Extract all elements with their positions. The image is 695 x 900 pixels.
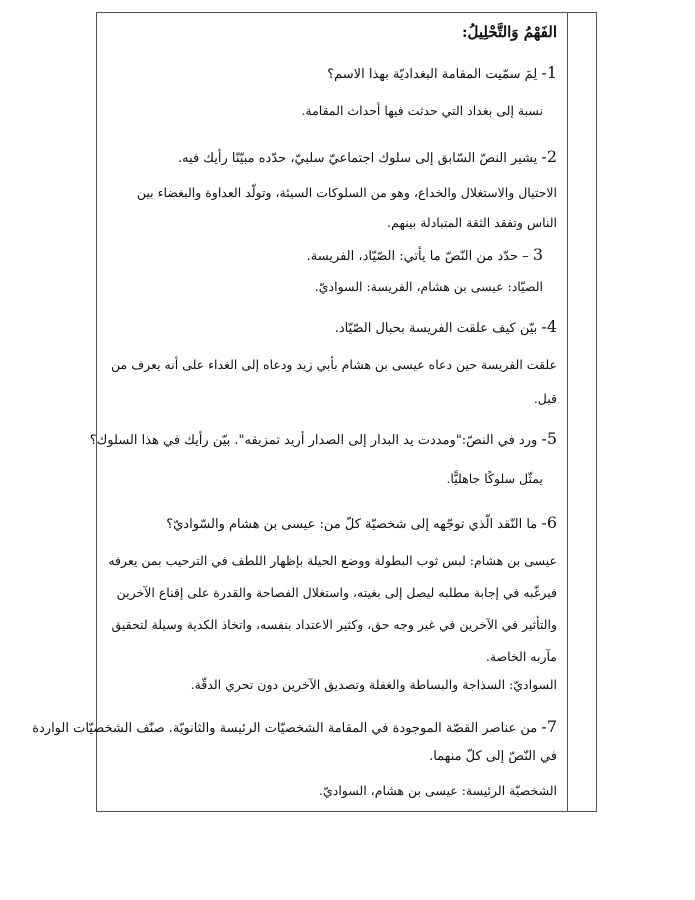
question-7-line-2: في النّصّ إلى كلّ منهما. [429,749,557,764]
answer-2-line-2: الناس وتفقد الثقة المتبادلة بينهم. [387,215,557,230]
question-number: 2- [541,147,557,166]
answer-3-line-1: الصيّاد: عيسى بن هشام، الفريسة: السواديّ. [314,279,543,294]
question-4 [335,317,557,336]
question-text: ما النّقد الّذي توجّهه إلى شخصيّة كلّ من: عيسى بن هشام والسّواديّ؟ [166,517,538,532]
answer-4-line-1: علقت الفريسة حين دعاه عيسى بن هشام بأبي زيد ودعاه إلى الغداء على أنه يعرف من [111,357,557,372]
answer-5-line-1: يمثّل سلوكًا جاهليًّا. [446,471,543,486]
answer-6-line-4: مآربه الخاصة. [485,649,557,664]
side-column [567,13,596,811]
answer-6-line-5: السواديّ: السذاجة والبساطة والغفلة وتصديق الآخرين دون تحري الدقّة. [190,677,557,692]
question-text: يشير النصّ السّابق إلى سلوك اجتماعيّ سلبيّ، حدّده مبيّنًا رأيك فيه. [177,151,538,166]
question-text: ورد في النصّ:"ومددت يد البدار إلى الصدار أريد تمزيقه". بيّن رأيك في هذا السلوك؟ [89,433,538,448]
answer-6-line-1: عيسى بن هشام: لبس ثوب البطولة ووضع الحيلة بإظهار اللطف في الترحيب بمن يعرفه [108,553,557,568]
answer-7-line-1: الشخصيّة الرئيسة: عيسى بن هشام، السواديّ. [319,783,557,798]
content-cell [32,13,567,811]
question-text: لِمَ سمّيت المقامة البغداديّة بهذا الاسم؟ [327,67,538,82]
answer-4-line-2: قبل. [533,391,557,406]
question-text: – حدّد من النّصّ ما يأتي: الصّيّاد، الفريسة. [306,249,529,264]
question-number: 7- [541,717,557,736]
question-number: 6- [541,513,557,532]
question-1 [327,63,557,82]
question-number: 3 [532,245,543,264]
section-heading: الفَهْمُ وَالتَّحْلِيلُ: [461,23,557,41]
question-text: من عناصر القصّة الموجودة في المقامة الشخصيّات الرئيسة والثانويّة. صنّف الشخصيّات الواردة [32,721,538,736]
answer-2-line-1: الاحتيال والاستغلال والخداع، وهو من السلوكات السيئة، وتولّد العداوة والبغضاء بين [136,185,557,200]
question-3 [307,245,543,264]
question-text: بيّن كيف علقت الفريسة بحبال الصّيّاد. [334,321,538,336]
question-number: 4- [541,317,557,336]
answer-6-line-2: فيرغّبه في إجابة مطلبه ليصل إلى بغيته، واستغلال الفصاحة والقدرة على إقناع الآخرين [116,585,557,600]
question-6 [166,513,557,532]
document-table [32,12,597,812]
question-2 [178,147,557,166]
answer-1-line-1: نسبة إلى بغداد التي حدثت فيها أحداث المقامة. [301,103,543,118]
answer-6-line-3: والتأثير في الآخرين في غير وجه حق، وكثير الاعتداد بنفسه، واتخاذ الكدية وسيلة لتحقيق [111,617,557,632]
question-number: 1- [541,63,557,82]
question-number: 5- [541,429,557,448]
question-7 [32,717,557,736]
question-5 [90,429,557,448]
